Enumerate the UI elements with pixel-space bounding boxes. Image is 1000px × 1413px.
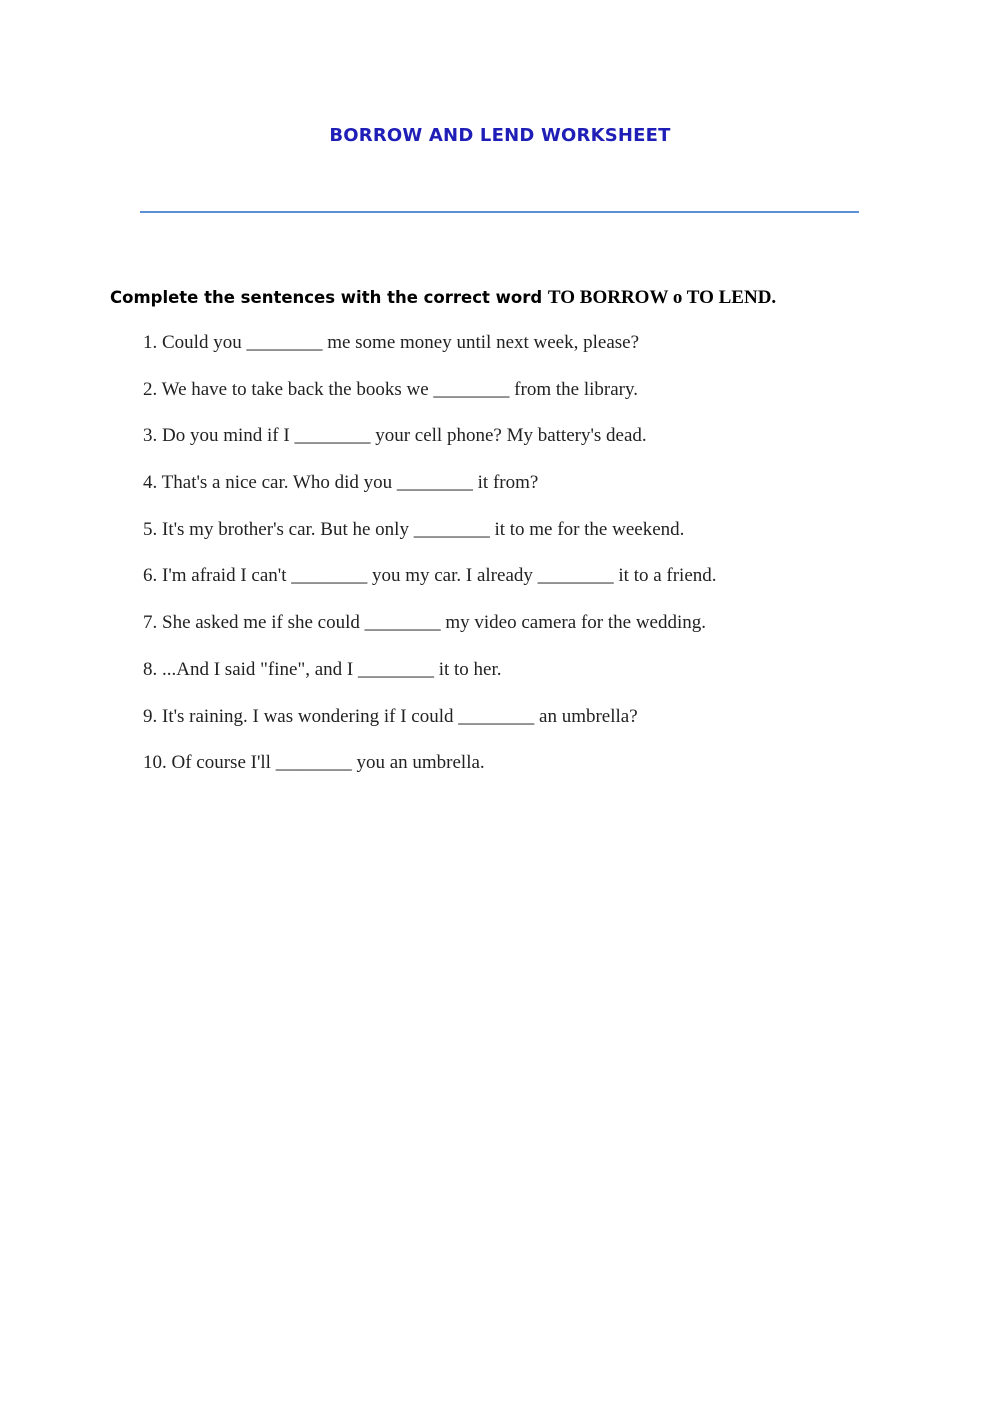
sentence-list: [143, 330, 717, 797]
sentence-3: 3. Do you mind if I ________ your cell phone? My battery's dead.: [143, 425, 647, 447]
sentence-7: 7. She asked me if she could ________ my video camera for the wedding.: [143, 612, 706, 634]
sentence-2: 2. We have to take back the books we ________ from the library.: [143, 378, 638, 400]
sentence-10: 10. Of course I'll ________ you an umbrella.: [143, 752, 485, 774]
instruction-lead: Complete the sentences with the correct word: [110, 288, 548, 307]
instruction-words: TO BORROW o TO LEND.: [547, 287, 777, 308]
sentence-8: 8. ...And I said "fine", and I ________ it to her.: [143, 658, 502, 680]
title-divider: [140, 211, 859, 213]
sentence-1: 1. Could you ________ me some money until next week, please?: [143, 332, 640, 353]
sentence-9: 9. It's raining. I was wondering if I could ________ an umbrella?: [143, 705, 638, 727]
sentence-5: 5. It's my brother's car. But he only ________ it to me for the weekend.: [143, 518, 685, 540]
sentence-4: 4. That's a nice car. Who did you ________ it from?: [143, 472, 539, 494]
instruction: [110, 287, 776, 309]
worksheet-title: BORROW AND LEND WORKSHEET: [329, 125, 671, 146]
sentence-6: 6. I'm afraid I can't ________ you my car. I already ________ it to a friend.: [143, 565, 717, 587]
